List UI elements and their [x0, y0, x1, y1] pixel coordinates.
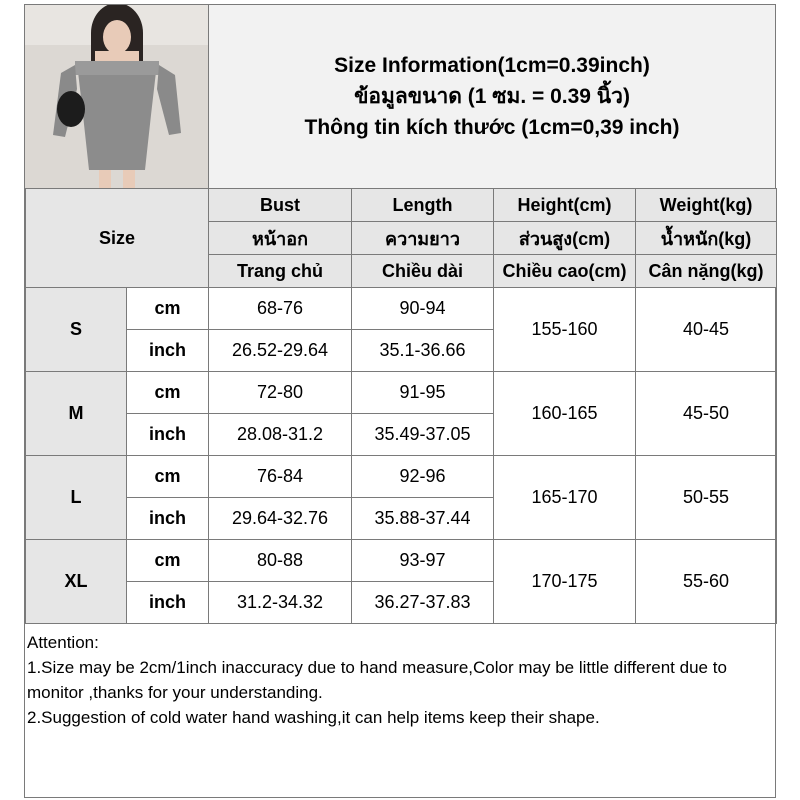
attention-notes: [25, 630, 775, 730]
unit-inch: inch: [127, 498, 209, 540]
bust-inch: 26.52-29.64: [209, 330, 352, 372]
note-item: 2.Suggestion of cold water hand washing,it can help items keep their shape.: [27, 708, 600, 727]
unit-cm: cm: [127, 540, 209, 582]
unit-cm: cm: [127, 288, 209, 330]
size-chart-sheet: [24, 4, 776, 798]
unit-cm: cm: [127, 456, 209, 498]
length-cm: 91-95: [352, 372, 494, 414]
col-header-length-th: ความยาว: [352, 222, 494, 255]
size-column-header: Size: [26, 189, 209, 288]
length-inch: 35.88-37.44: [352, 498, 494, 540]
table-row: [26, 372, 777, 414]
bust-cm: 80-88: [209, 540, 352, 582]
height-value: 170-175: [494, 540, 636, 624]
header-row-en: [26, 189, 777, 222]
note-item: 1.Size may be 2cm/1inch inaccuracy due to hand measure,Color may be little different due to monitor ,thanks for your understanding.: [27, 658, 727, 702]
col-header-bust-vi: Trang chủ: [209, 255, 352, 288]
top-section: [25, 5, 775, 189]
col-header-weight-th: น้ำหนัก(kg): [636, 222, 777, 255]
col-header-bust: Bust: [209, 189, 352, 222]
table-row: [26, 456, 777, 498]
length-cm: 93-97: [352, 540, 494, 582]
length-inch: 35.1-36.66: [352, 330, 494, 372]
length-inch: 35.49-37.05: [352, 414, 494, 456]
unit-inch: inch: [127, 330, 209, 372]
size-info-header: [209, 5, 775, 188]
header-line-en: Size Information(1cm=0.39inch): [334, 54, 650, 77]
unit-inch: inch: [127, 414, 209, 456]
bust-inch: 31.2-34.32: [209, 582, 352, 624]
weight-value: 40-45: [636, 288, 777, 372]
height-value: 155-160: [494, 288, 636, 372]
length-inch: 36.27-37.83: [352, 582, 494, 624]
bust-inch: 28.08-31.2: [209, 414, 352, 456]
size-table: [25, 188, 777, 624]
unit-inch: inch: [127, 582, 209, 624]
bust-inch: 29.64-32.76: [209, 498, 352, 540]
size-label: L: [26, 456, 127, 540]
col-header-weight-vi: Cân nặng(kg): [636, 255, 777, 288]
table-row: [26, 288, 777, 330]
length-cm: 90-94: [352, 288, 494, 330]
col-header-height-th: ส่วนสูง(cm): [494, 222, 636, 255]
model-photo: [25, 5, 209, 188]
header-line-th: ข้อมูลขนาด (1 ซม. = 0.39 นิ้ว): [354, 85, 630, 108]
weight-value: 55-60: [636, 540, 777, 624]
table-row: [26, 540, 777, 582]
attention-title: Attention:: [27, 633, 99, 652]
header-line-vi: Thông tin kích thước (1cm=0,39 inch): [304, 116, 680, 139]
col-header-height: Height(cm): [494, 189, 636, 222]
height-value: 165-170: [494, 456, 636, 540]
col-header-height-vi: Chiều cao(cm): [494, 255, 636, 288]
col-header-weight: Weight(kg): [636, 189, 777, 222]
length-cm: 92-96: [352, 456, 494, 498]
col-header-bust-th: หน้าอก: [209, 222, 352, 255]
unit-cm: cm: [127, 372, 209, 414]
height-value: 160-165: [494, 372, 636, 456]
col-header-length: Length: [352, 189, 494, 222]
col-header-length-vi: Chiều dài: [352, 255, 494, 288]
bust-cm: 68-76: [209, 288, 352, 330]
size-label: M: [26, 372, 127, 456]
bust-cm: 72-80: [209, 372, 352, 414]
size-label: XL: [26, 540, 127, 624]
weight-value: 45-50: [636, 372, 777, 456]
weight-value: 50-55: [636, 456, 777, 540]
model-photo-icon: [25, 5, 208, 188]
bust-cm: 76-84: [209, 456, 352, 498]
size-label: S: [26, 288, 127, 372]
